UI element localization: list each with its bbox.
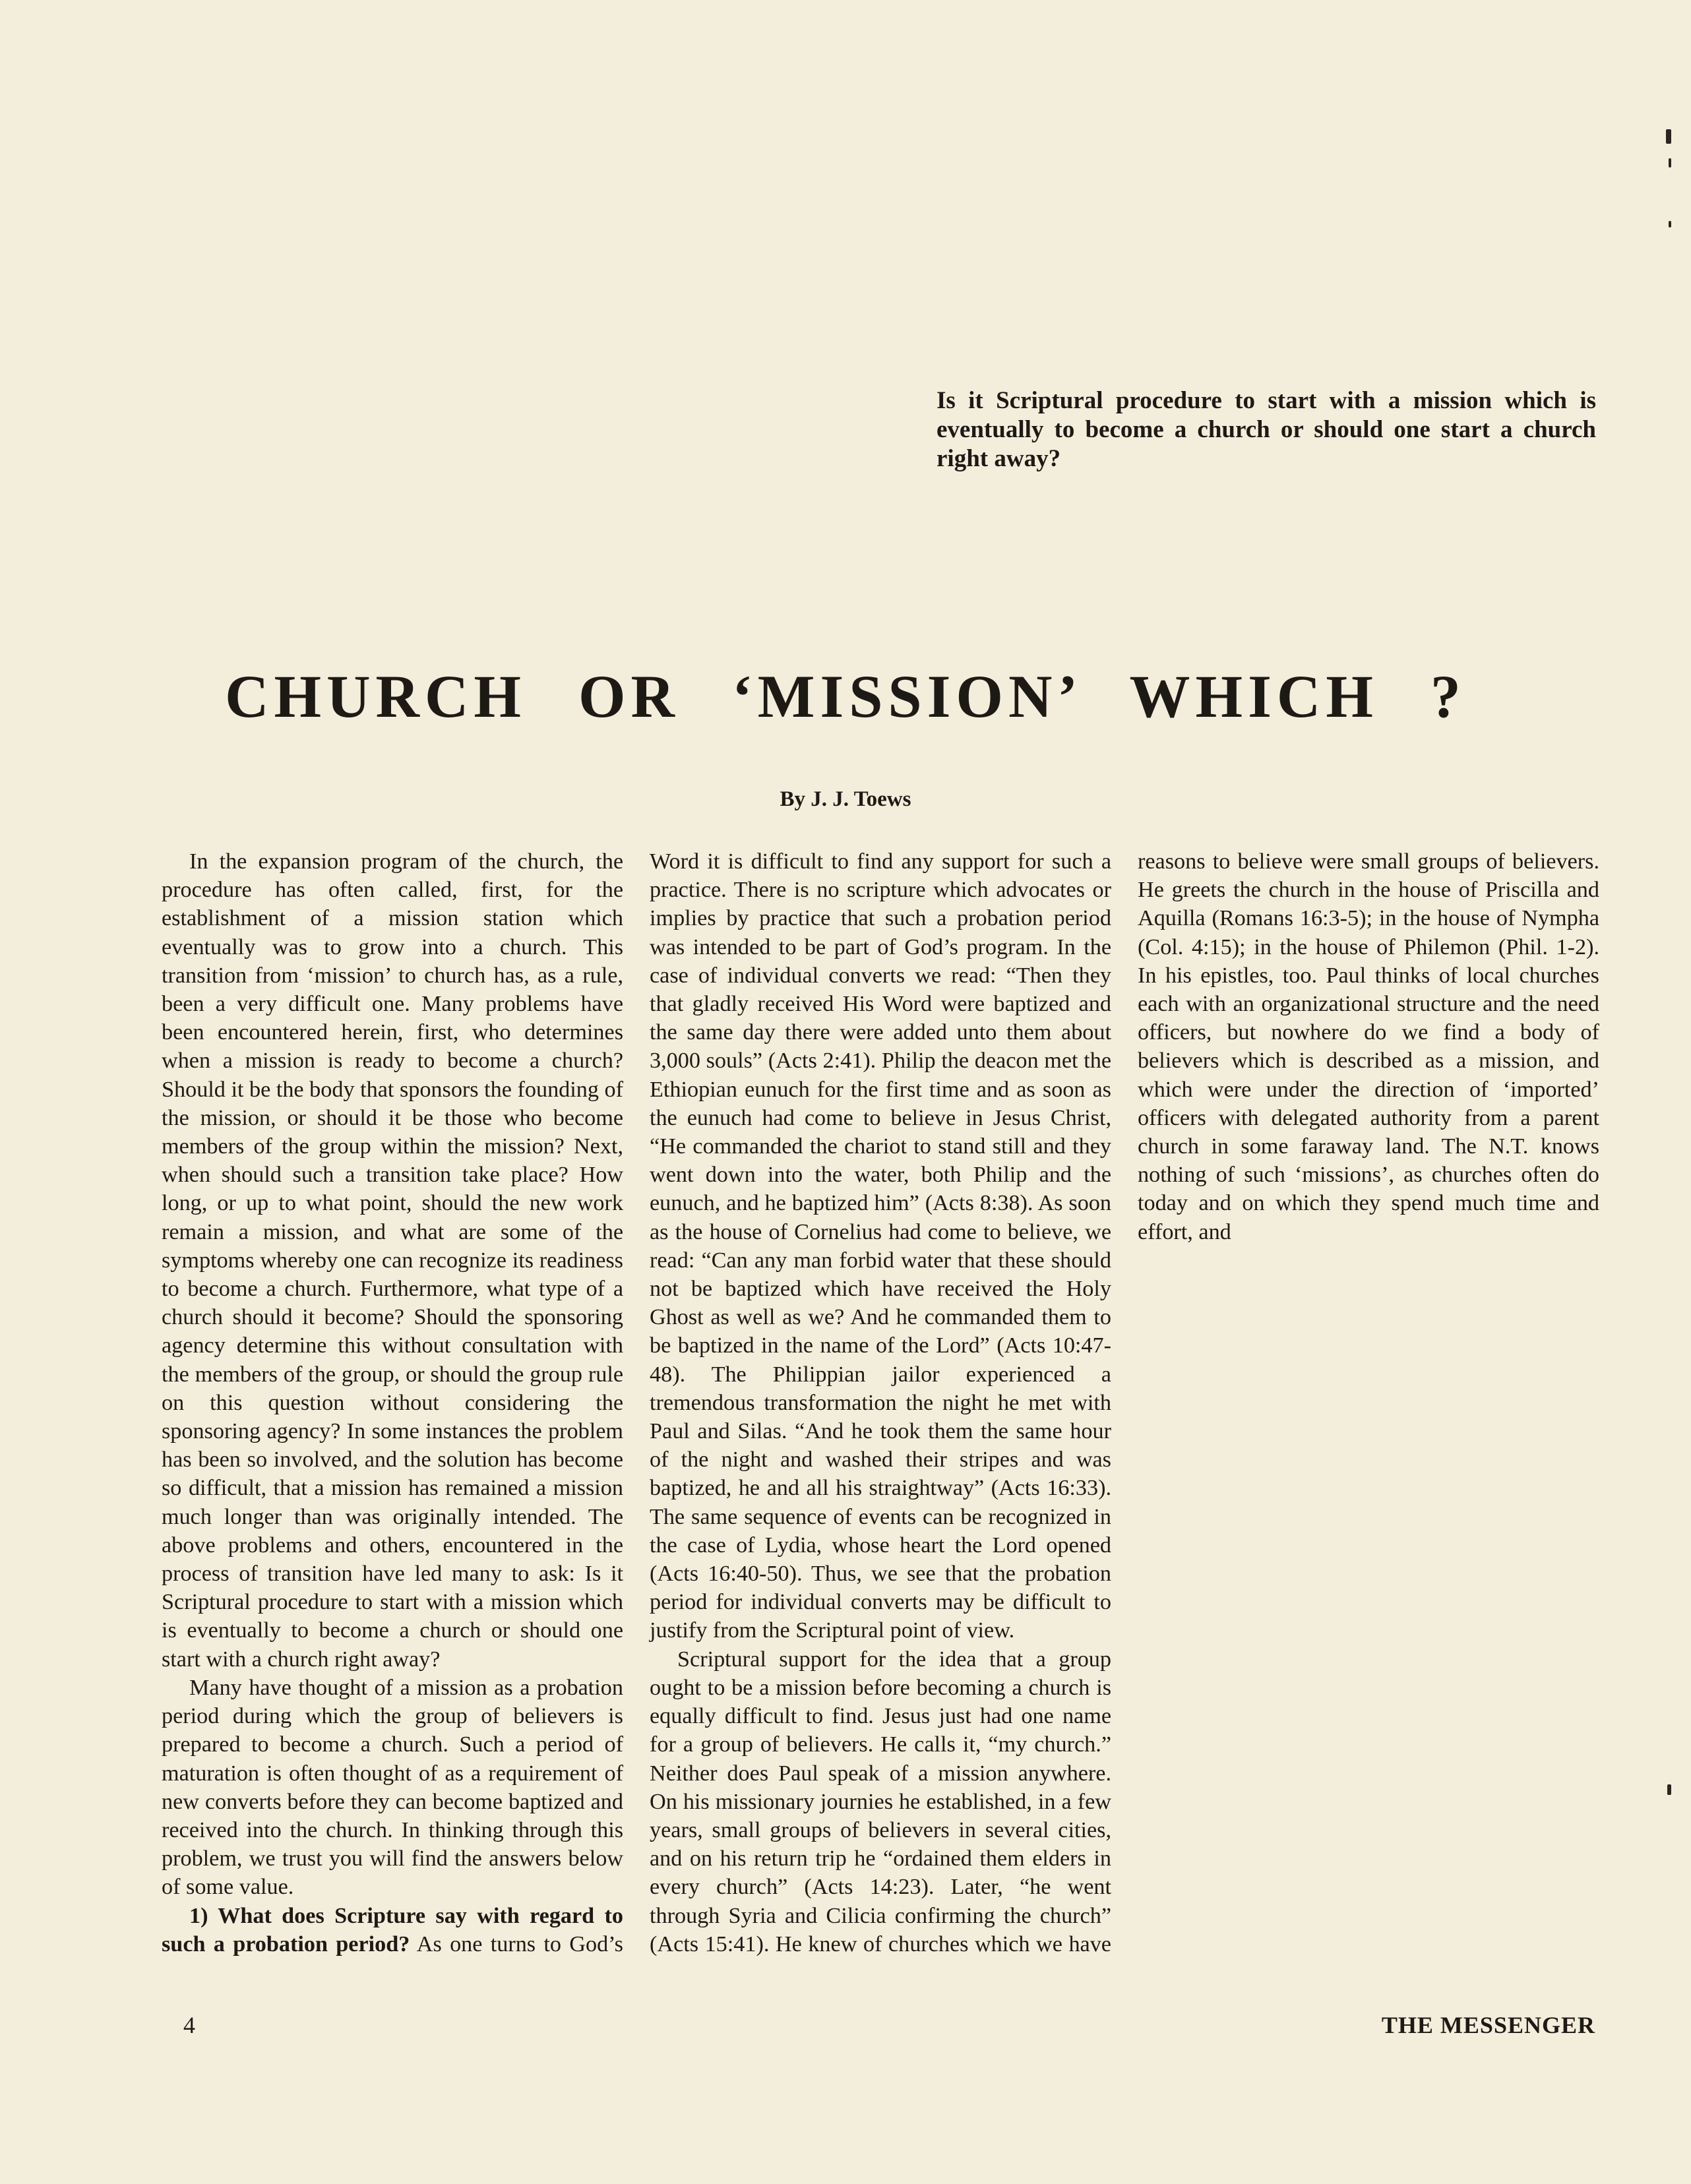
lead-question: Is it Scriptural procedure to start with a mission which is eventually to become a church or should one start a church right away?: [937, 387, 1596, 472]
section-answer: As one turns to God’s Word it is difficult to find any support for such a practice. There is no scripture which advocates or implies by practice that such a probation period was intended to be part of God’s program. In the case of individual converts we read: “Then they that gladly received His Word were baptized and the same day there were added unto them about 3,000 souls” (Acts 2:41). Philip the deacon met the Ethiopian eunuch for the first time and as soon as the eunuch had come to believe in Jesus Christ, “He commanded the chariot to stand still and they went down into the water, both Philip and the eunuch, and he baptized him” (Acts 8:38). As soon as the house of Cornelius had come to believe, we read: “Can any man forbid water that these should not be baptized which have received the Holy Ghost as well as we? And he commanded them to be baptized in the name of the Lord” (Acts 10:47-48). The Philippian jailor experienced a tremendous transformation the night he met with Paul and Silas. “And he took them the same hour of the night and washed their stripes and was baptized, he and all his straightway” (Acts 16:33). The same sequence of events can be recognized in the case of Lydia, whose heart the Lord opened (Acts 16:40-50). Thus, we see that the probation period for individual converts may be difficult to justify from the Scriptural point of view.: [416, 849, 1111, 1957]
article-title: CHURCH OR ‘MISSION’ WHICH ?: [225, 663, 1466, 730]
section-question: 1) What does Scripture say with regard to such a probation period?: [162, 1903, 623, 1957]
page-number: 4: [183, 2012, 195, 2038]
magazine-name: THE MESSENGER: [1381, 2012, 1595, 2038]
body-paragraph: Scriptural support for the idea that a group ought to be a mission before becoming a church is equally difficult to find. Jesus just had one name for a group of believers. He calls it, “my church.” Neither does Paul speak of a mission anywhere. On his missionary journies he established, in a few years, small groups of believers in several cities, and on his return trip he “ordained them elders in every church” (Acts 14:23). Later, “he went through Syria and Cilicia confirming the church” (Acts 15:41). He knew of churches which we have reasons to believe were small groups of believers. He greets the church in the house of Priscilla and Aquilla (Romans 16:3-5); in the house of Nympha (Col. 4:15); in the house of Philemon (Phil. 1-2). In his epistles, too. Paul thinks of local churches each with an organizational structure and the need officers, but nowhere do we find a body of believers which is described as a mission, and which were under the direction of ‘imported’ officers with delegated authority from a parent church in some faraway land. The N.T. knows nothing of such ‘missions’, as churches often do today and on which they spend much time and effort, and: [650, 849, 1599, 1957]
margin-mark-upper: [1669, 158, 1671, 167]
margin-mark-lower: [1667, 1784, 1671, 1795]
margin-mark-mid: [1669, 221, 1671, 228]
body-paragraph: In the expansion program of the church, the procedure has often called, first, for the establishment of a mission station which eventually was to grow into a church. This transition from ‘mission’ to church has, as a rule, been a very difficult one. Many problems have been encountered herein, first, who determines when a mission is ready to become a church? Should it be the body that sponsors the founding of the mission, or should it be those who become members of the group within the mission? Next, when should such a transition take place? How long, or up to what point, should the new work remain a mission, and what are some of the symptoms whereby one can recognize its readiness to become a church. Furthermore, what type of a church should it become? Should the sponsoring agency determine this without consultation with the members of the group, or should the group rule on this question without considering the sponsoring agency? In some instances the problem has been so involved, and the solution has become so difficult, that a mission has remained a mission much longer than was originally intended. The above problems and others, encountered in the process of transition have led many to ask: Is it Scriptural procedure to start with a mission which is eventually to become a church or should one start with a church right away?: [162, 849, 623, 1672]
article-byline: By J. J. Toews: [780, 787, 911, 811]
body-paragraph: Many have thought of a mission as a probation period during which the group of believers is prepared to become a church. Such a period of maturation is often thought of as a requirement of new converts before they can become baptized and received into the church. In thinking through this problem, we trust you will find the answers below of some value.: [162, 1675, 623, 1900]
article-body: [162, 847, 1599, 1982]
margin-mark-top: [1666, 129, 1671, 144]
